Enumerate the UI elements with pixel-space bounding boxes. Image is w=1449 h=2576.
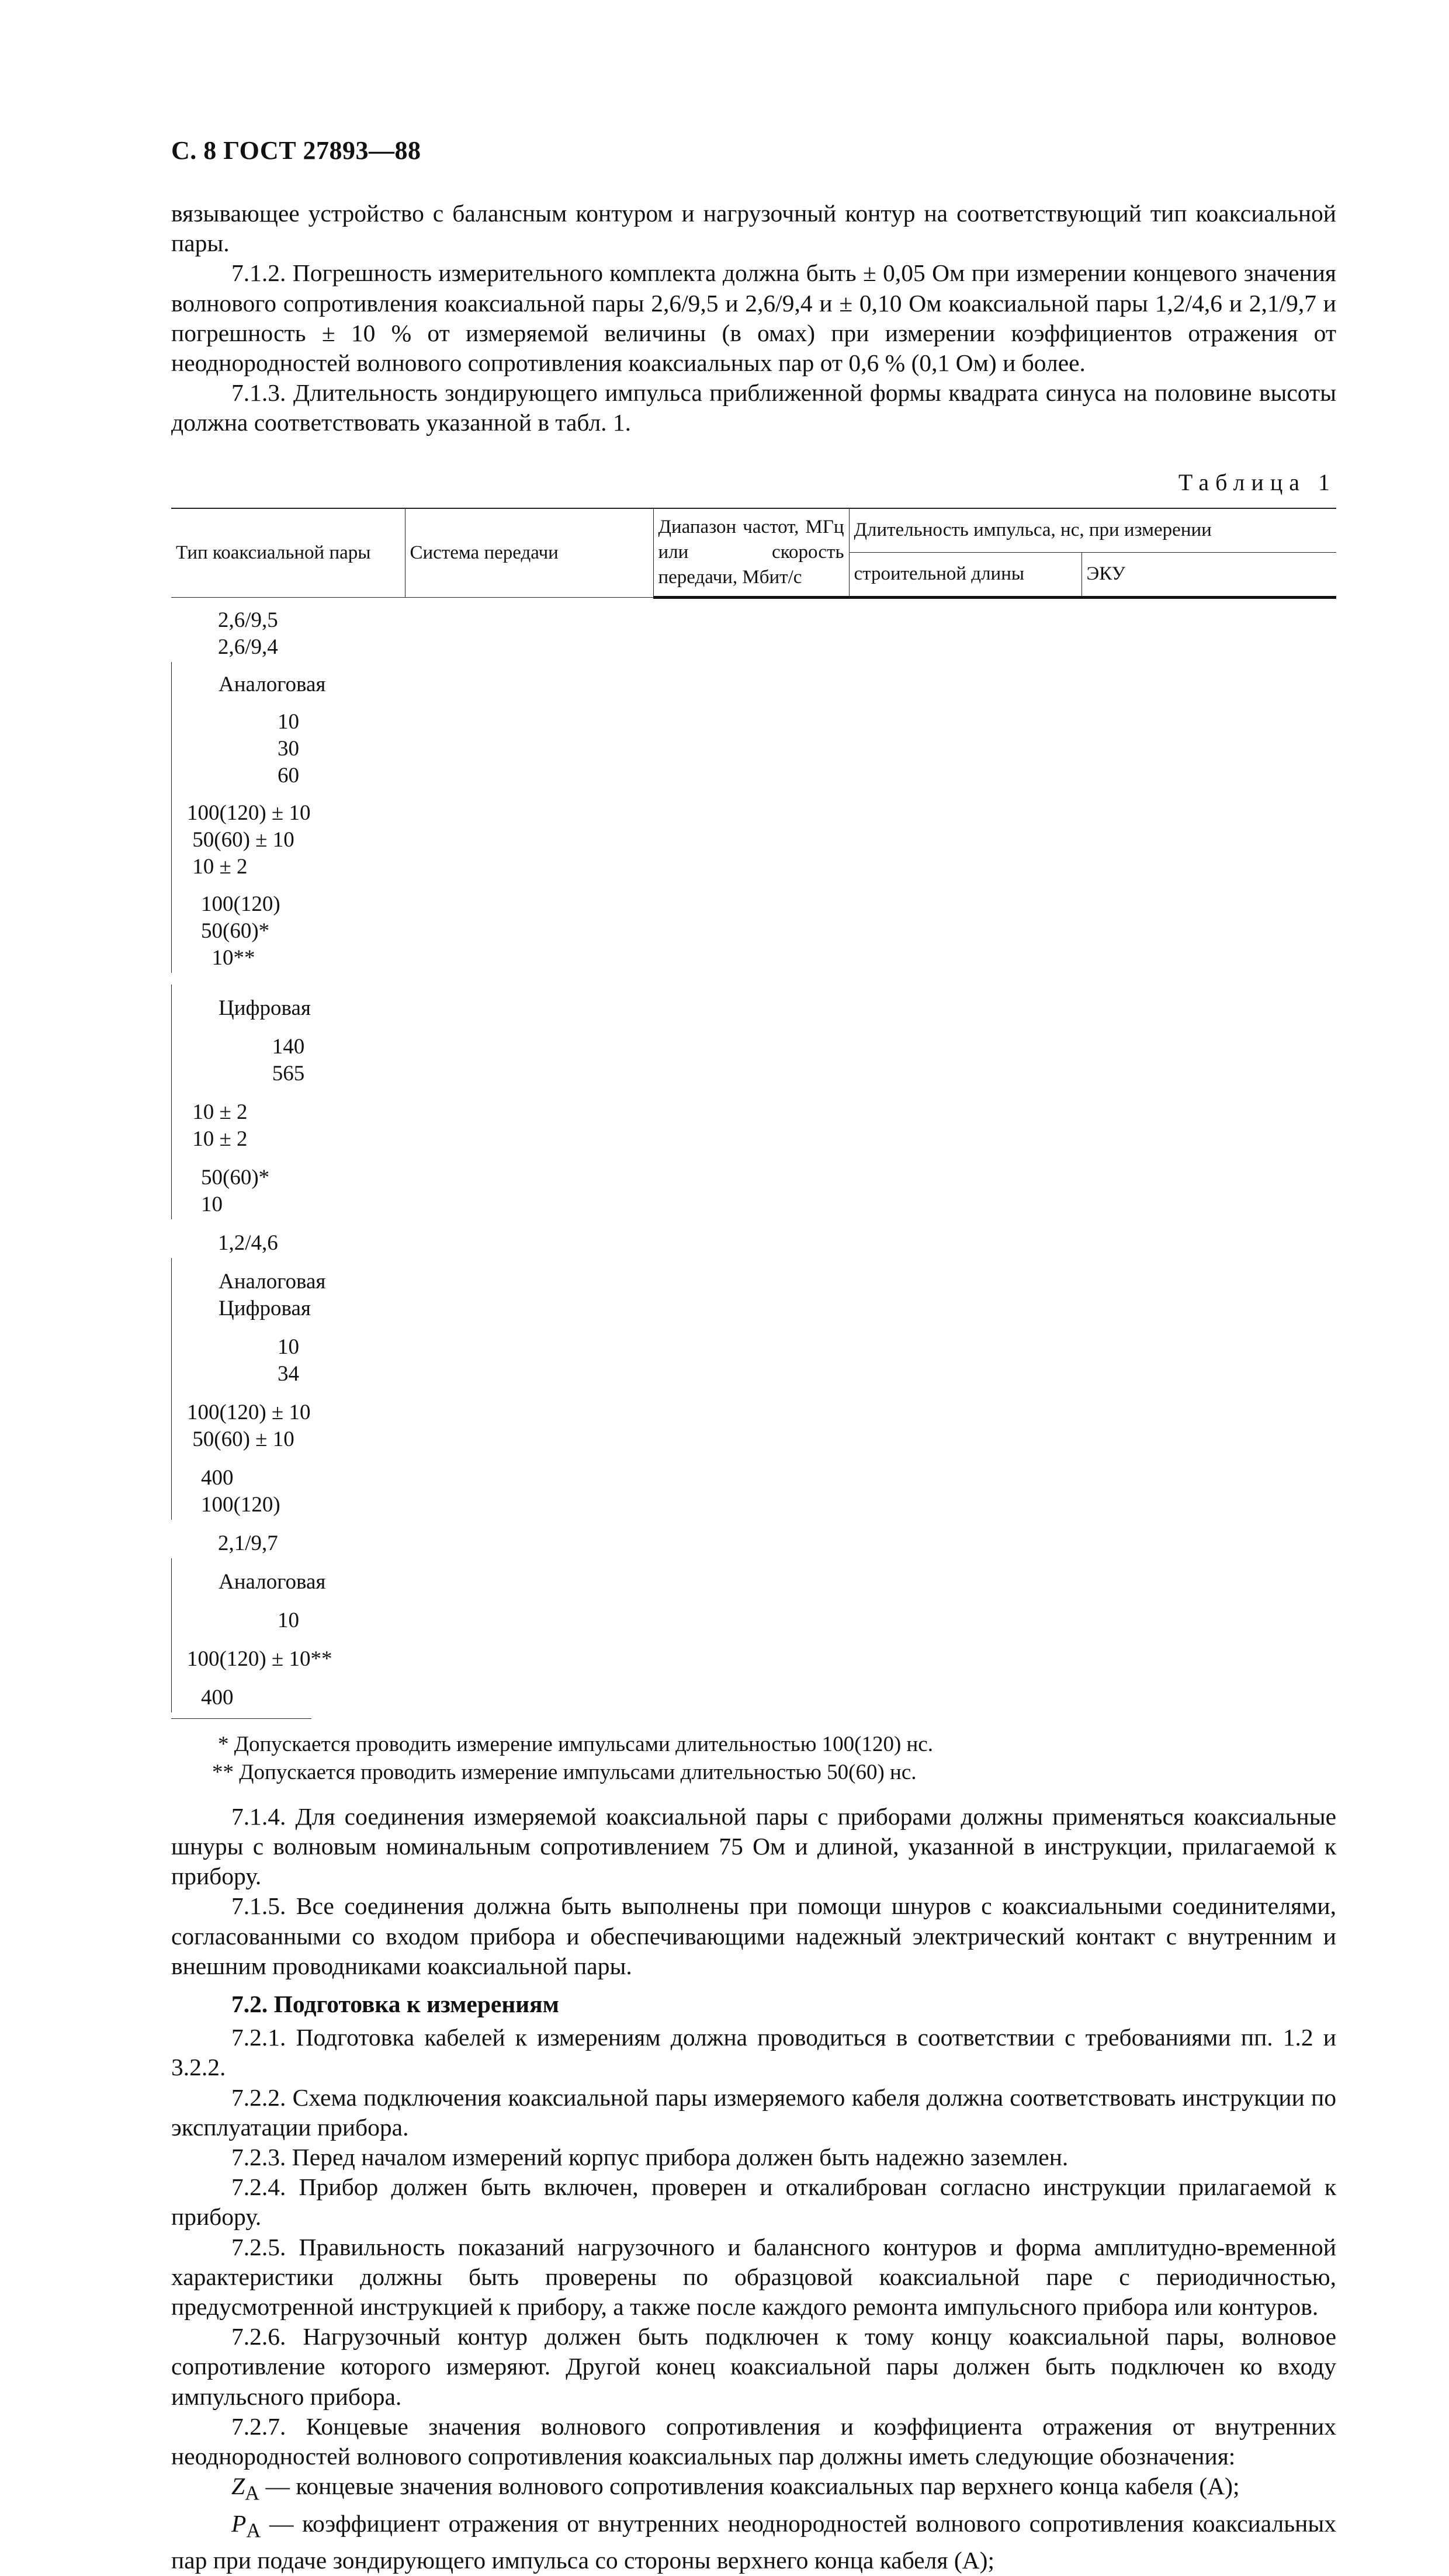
symbol-definition — [171, 2509, 1336, 2576]
paragraph-7-1-4: 7.1.4. Для соединения измеряемой коаксиальной пары с приборами должны применяться коаксиальные шнуры с волновым номинальным сопротивлением 75 Ом и длиной, указанной в инструкции, прилагаемой к прибору. — [171, 1802, 1336, 1890]
cell-range: 10 — [171, 1597, 405, 1635]
table-row — [171, 597, 1336, 973]
document-body — [171, 199, 1336, 2576]
symbol: Z — [231, 2473, 245, 2500]
paragraph-7-2-6: 7.2.6. Нагрузочный контур должен быть подключен к тому концу коаксиальной пары, волновое сопротивление которого измеряют. Другой конец коаксиальной пары должен быть подключен ко входу импульсного прибора. — [171, 2323, 1336, 2410]
paragraph-7-2-1: 7.2.1. Подготовка кабелей к измерениям должна проводиться в соответствии с требованиями пп. 1.2 и 3.2.2. — [171, 2024, 1336, 2081]
paragraph-7-2-2: 7.2.2. Схема подключения коаксиальной пары измеряемого кабеля должна соответствовать инструкции по эксплуатации прибора. — [171, 2083, 1336, 2141]
cell-eku: 400 — [171, 1674, 405, 1712]
cell-construction: 10 ± 2 10 ± 2 — [171, 1088, 405, 1154]
section-heading: 7.2. Подготовка к измерениям — [231, 1991, 559, 2018]
header-construction: строительной длины — [849, 552, 1081, 597]
cell-eku: 400 100(120) — [171, 1454, 405, 1520]
cell-construction: 100(120) ± 10 50(60) ± 10 — [171, 1389, 405, 1454]
cell-eku: 100(120) 50(60)* 10** — [171, 882, 405, 973]
footnote: * Допускается проводить измерение импульсами длительностью 100(120) нс. — [218, 1732, 934, 1756]
cell-system: Аналоговая — [171, 1558, 405, 1597]
table-row — [171, 1219, 1336, 1520]
symbol-subscript: A — [245, 2482, 260, 2505]
paragraph: вязывающее устройство с балансным контуром и нагрузочный контур на соответствующий тип коаксиальной пары. — [171, 200, 1336, 257]
footnotes — [171, 1731, 1336, 1787]
cell-construction: 100(120) ± 10** — [171, 1635, 405, 1674]
paragraph-7-2-5: 7.2.5. Правильность показаний нагрузочного и балансного контуров и форма амплитудно-временной характеристики должны быть проверены по образцовой коаксиальной паре с периодичностью, предусмотренной инструкцией к прибору, а также после каждого ремонта импульсного прибора или контуров. — [171, 2233, 1336, 2321]
footnote-divider — [171, 1718, 311, 1719]
cell-type: 2,1/9,7 — [218, 1531, 278, 1555]
symbol-text: — коэффициент отражения от внутренних неоднородностей волнового сопротивления коаксиальных пар при подаче зондирующего импульса со стороны верхнего конца кабеля (А); — [171, 2509, 1336, 2574]
cell-type: 1,2/4,6 — [218, 1230, 278, 1255]
paragraph-7-1-2: 7.1.2. Погрешность измерительного комплекта должна быть ± 0,05 Ом при измерении концевого значения волнового сопротивления коаксиальной пары 2,6/9,5 и 2,6/9,4 и ± 0,10 Ом коаксиальной пары 1,2/4,6 и 2,1/9,7 и погрешность ± 10 % от измеряемой величины (в омах) при измерении коэффициентов отражения от неоднородностей волнового сопротивления коаксиальных пар от 0,6 % (0,1 Ом) и более. — [171, 259, 1336, 377]
paragraph-7-1-3: 7.1.3. Длительность зондирующего импульса приближенной формы квадрата синуса на половине высоты должна соответствовать указанной в табл. 1. — [171, 379, 1336, 436]
table-row — [171, 1520, 1336, 1712]
cell-type — [171, 973, 405, 984]
symbol-text: — концевые значения волнового сопротивления коаксиальных пар верхнего конца кабеля (А); — [259, 2473, 1240, 2500]
paragraph-7-1-5: 7.1.5. Все соединения должна быть выполнены при помощи шнуров с коаксиальными соединителями, согласованными со входом прибора и обеспечивающими надежный электрический контакт с внутренним и внешним проводниками коаксиальной пары. — [171, 1892, 1336, 1979]
cell-system: Цифровая — [171, 984, 405, 1023]
paragraph-7-2-4: 7.2.4. Прибор должен быть включен, проверен и откалиброван согласно инструкции прилагаемой к прибору. — [171, 2173, 1336, 2231]
cell-range: 10 30 60 — [171, 699, 405, 791]
cell-construction: 100(120) ± 10 50(60) ± 10 10 ± 2 — [171, 791, 405, 882]
header-range: Диапазон частот, МГц или скорость передачи, Мбит/с — [653, 508, 849, 598]
cell-eku: 50(60)* 10 — [171, 1154, 405, 1219]
footnote: ** Допускается проводить измерение импульсами длительностью 50(60) нс. — [212, 1760, 917, 1784]
paragraph-7-2-7: 7.2.7. Концевые значения волнового сопротивления и коэффициента отражения от внутренних неоднородностей волнового сопротивления коаксиальных пар должны иметь следующие обозначения: — [171, 2412, 1336, 2470]
cell-system: Аналоговая Цифровая — [171, 1258, 405, 1323]
cell-range: 10 34 — [171, 1323, 405, 1389]
cell-system: Аналоговая — [171, 662, 405, 699]
paragraph-7-2-3: 7.2.3. Перед началом измерений корпус прибора должен быть надежно заземлен. — [231, 2144, 1069, 2171]
header-duration: Длительность импульса, нс, при измерении — [849, 508, 1336, 552]
table-1 — [171, 508, 1336, 1712]
cell-type: 2,6/9,5 2,6/9,4 — [218, 608, 278, 659]
cell-range: 140 565 — [171, 1023, 405, 1088]
symbol: P — [231, 2509, 247, 2537]
header-system: Система передачи — [405, 508, 653, 598]
symbol-definition — [171, 2471, 1336, 2509]
page-header: С. 8 ГОСТ 27893—88 — [171, 136, 421, 165]
table-row — [171, 973, 1336, 1219]
symbol-subscript: A — [246, 2519, 261, 2542]
header-eku: ЭКУ — [1081, 552, 1336, 597]
table-caption: Таблица 1 — [1178, 469, 1336, 495]
header-type: Тип коаксиальной пары — [171, 508, 405, 598]
